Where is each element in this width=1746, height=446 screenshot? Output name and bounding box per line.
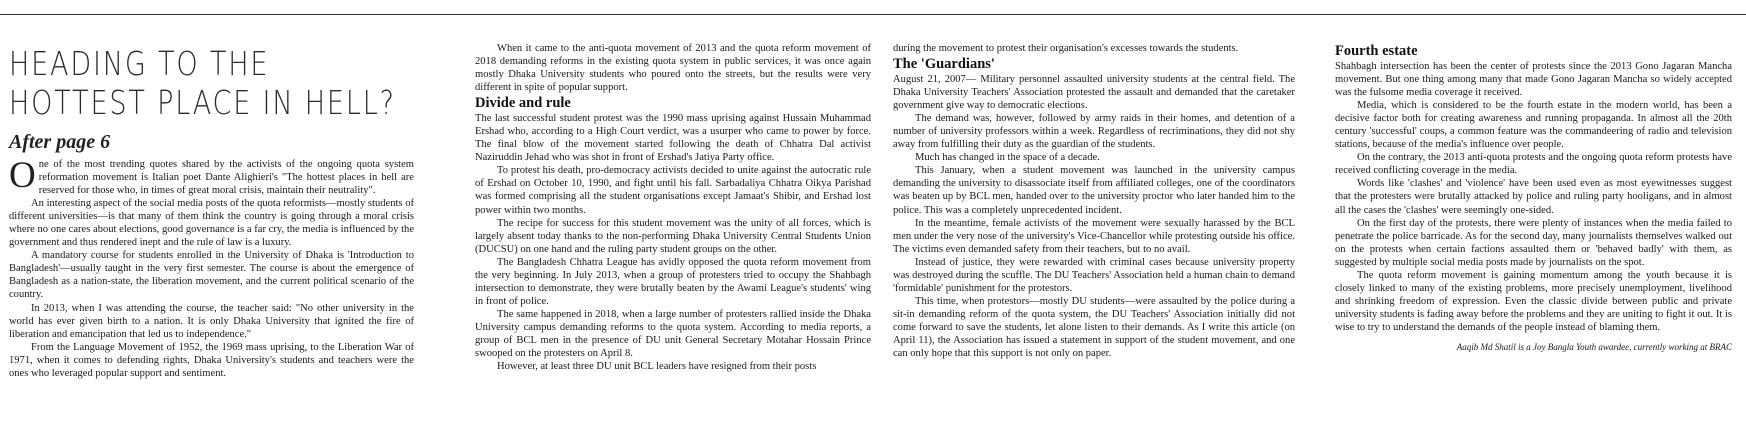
paragraph: Media, which is considered to be the fourth estate in the modern world, has been a decisive factor both for creating awareness and running propaganda. In almost all the 20th century 'successful' coups, a common feature was the commandeering of radio and television stations, because of the media's influence over people.	[1335, 100, 1732, 151]
paragraph: August 21, 2007— Military personnel assaulted university students at the central field. The Dhaka University Teachers' Association protested the assault and demanded that the caretaker government give way to democratic elections.	[893, 74, 1295, 112]
paragraph: The quota reform movement is gaining momentum among the youth because it is closely linked to many of the existing problems, more precisely unemployment, livelihood and shrinking freedom of expression. Even the classic divide between public and private university students is fading away before the problems and they are uniting to fight it out. It is wise to try to understand the demands of the people instead of blaming them.	[1335, 269, 1732, 333]
paragraph: On the first day of the protests, there were plenty of instances when the media failed to penetrate the police barricade. As for the second day, many journalists themselves walked out on the protests when certain factions assaulted them or 'behaved badly' with them, as suggested by multiple social media posts made by journalists on the spot.	[1335, 217, 1732, 268]
column-2	[475, 42, 871, 373]
paragraph: To protest his death, pro-democracy activists decided to unite against the autocratic rule of Ershad on October 10, 1990, and fight until his fall. Sarbadaliya Chhatra Oikya Parishad was formed comprising all the student organisations except Jamaat's Shibir, and Ershad lost power within two months.	[475, 165, 871, 216]
paragraph: This January, when a student movement was launched in the university campus demanding the university to disassociate itself from affiliated colleges, one of the coordinators was beaten up by BCL men, handed over to the university proctor who later handed him to the police. This was a completely unprecedented incident.	[893, 165, 1295, 216]
subheading-fourth-estate: Fourth estate	[1335, 43, 1418, 59]
paragraph: This time, when protestors—mostly DU students—were assaulted by the police during a sit-in demanding reform of the quota system, the DU Teachers' Association initially did not come forward to save the students, let alone listen to their demands. As I write this article (on April 11), the Association has issued a statement in support of the student movement, and one can only hope that this support is not only on paper.	[893, 295, 1295, 360]
paragraph: However, at least three DU unit BCL leaders have resigned from their posts	[497, 361, 817, 373]
top-rule	[0, 14, 1746, 15]
paragraph: In the meantime, female activists of the movement were sexually harassed by the BCL men under the very nose of the university's Vice-Chancellor while protesting outside his office. The victims even demanded safety from their teachers, but to no avail.	[893, 217, 1295, 255]
paragraph: An interesting aspect of the social media posts of the quota reformists—mostly students of different universities—is that many of them think the country is going through a moral crisis where no one cares about elections, good governance is a far cry, the media is influenced by the government and thus rendered inept and the rule of law is a luxury.	[9, 198, 414, 249]
paragraph: The last successful student protest was the 1990 mass uprising against Hussain Muhammad Ershad who, according to a High Court verdict, was a usurper who came to power by force. The final blow of the movement started following the death of Chhatra Dal activist Naziruddin Jehad who was shot in front of Ershad's Jatiya Party office.	[475, 113, 871, 164]
drop-cap: O	[9, 155, 36, 196]
paragraph: The recipe for success for this student movement was the unity of all forces, which is largely absent today thanks to the non-performing Dhaka University Central Students Union (DUCSU) on one hand and the ruling party student groups on the other.	[475, 217, 871, 255]
column-1	[9, 42, 414, 380]
author-byline: Aaqib Md Shatil is a Joy Bangla Youth awardee, currently working at BRAC	[1456, 341, 1732, 352]
paragraph: A mandatory course for students enrolled in the University of Dhaka is 'Introduction to Bangladesh'—usually taught in the very first semester. The course is about the emergence of Bangladesh as a nation-state, the liberation movement, and the current political scenario of the country.	[9, 250, 414, 301]
paragraph: The demand was, however, followed by army raids in their homes, and detention of a number of university professors within a week. Regardless of recriminations, they did not shy away from fulfilling their duty as the guardian of the students.	[893, 113, 1295, 151]
paragraph: On the contrary, the 2013 anti-quota protests and the ongoing quota reform protests have received conflicting coverage in the media.	[1335, 152, 1732, 177]
paragraph: Instead of justice, they were rewarded with criminal cases because university property was destroyed during the scuffle. The DU Teachers' Association held a human chain to demand 'formidable' punishment for the protestors.	[893, 256, 1295, 294]
paragraph: Much has changed in the space of a decade.	[915, 152, 1100, 164]
headline: HEADING TO THE HOTTEST PLACE IN HELL?	[9, 44, 396, 122]
lead-paragraph	[9, 155, 414, 197]
paragraph: during the movement to protest their organisation's excesses towards the students.	[893, 43, 1239, 54]
subheading-guardians: The 'Guardians'	[893, 56, 995, 73]
kicker: After page 6	[9, 131, 111, 153]
paragraph: Words like 'clashes' and 'violence' have been used even as most eyewitnesses suggest that the protesters were brutally attacked by police and ruling party hooligans, and in almost all the cases the 'clashes' were seemingly one-sided.	[1335, 178, 1732, 216]
subheading-divide-and-rule: Divide and rule	[475, 95, 571, 112]
paragraph: When it came to the anti-quota movement of 2013 and the quota reform movement of 2018 demanding reforms in the existing quota system in public services, it was once again mostly Dhaka University students who poured onto the streets, but the results were very different in spite of popular support.	[475, 43, 871, 94]
paragraph: Shahbagh intersection has been the center of protests since the 2013 Gono Jagaran Mancha movement. But one thing among many that made Gono Jagaran Mancha so widely accepted was the fulsome media coverage it received.	[1335, 61, 1732, 99]
column-3	[893, 42, 1295, 360]
paragraph: In 2013, when I was attending the course, the teacher said: "No other university in the world has ever given birth to a nation. It is only Dhaka University that ignited the fire of liberation and emancipation that led us to independence."	[9, 302, 414, 340]
paragraph: The same happened in 2018, when a large number of protesters rallied inside the Dhaka University campus demanding reforms to the quota system. According to media reports, a group of BCL men in the presence of DU unit General Secretary Motahar Hossain Prince swooped on the protesters on April 8.	[475, 308, 871, 360]
paragraph: The Bangladesh Chhatra League has avidly opposed the quota reform movement from the very beginning. In July 2013, when a group of protesters tried to occupy the Shahbagh intersection to demonstrate, they were brutally beaten by the Awami League's students' wing in front of police.	[475, 256, 871, 307]
paragraph: From the Language Movement of 1952, the 1969 mass uprising, to the Liberation War of 1971, when it comes to defending rights, Dhaka University's students and teachers were the ones who leveraged popular support and sentiment.	[9, 341, 414, 379]
column-4	[1335, 42, 1732, 353]
lead-text: ne of the most trending quotes shared by the activists of the ongoing quota system reformation movement is Italian poet Dante Alighieri's "The hottest places in hell are reserved for those who, in times of great moral crisis, maintain their neutrality".	[38, 159, 414, 197]
